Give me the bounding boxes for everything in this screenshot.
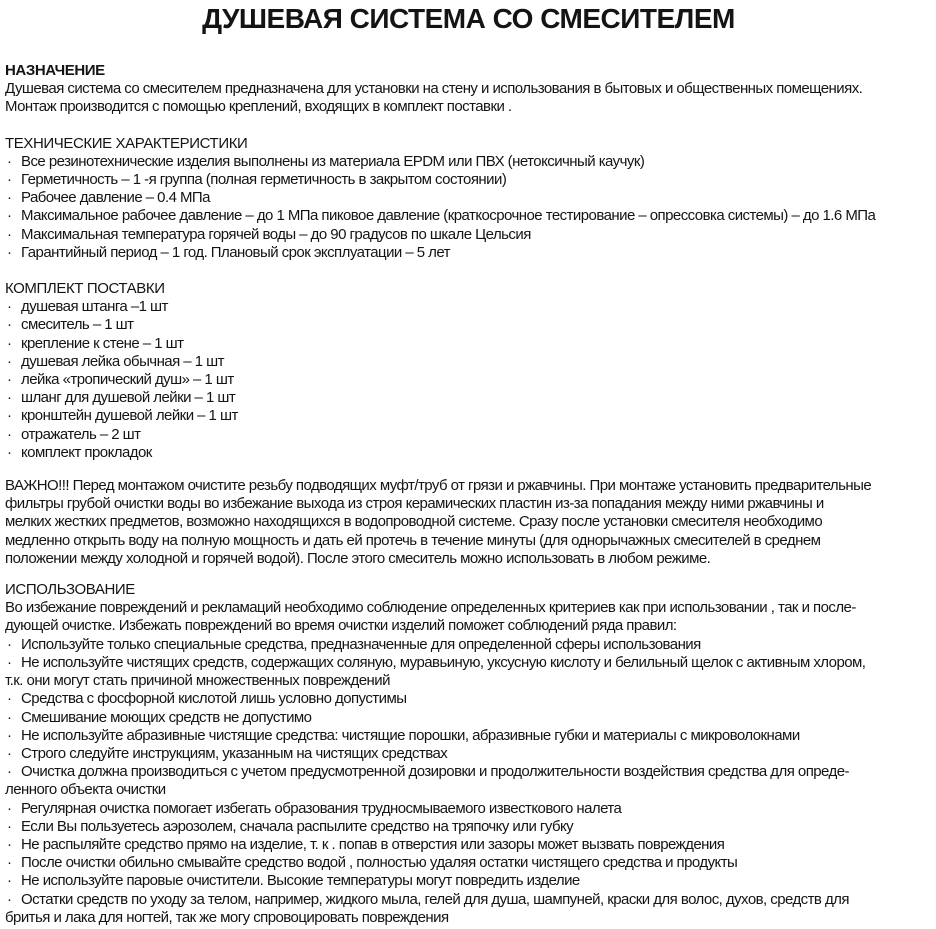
list-item	[5, 818, 932, 836]
section-heading-naznachenie: НАЗНАЧЕНИЕ	[5, 62, 105, 79]
list-item	[5, 636, 932, 654]
list-item	[5, 426, 932, 444]
list-item-text: смеситель – 1 шт	[21, 316, 134, 334]
bullet-icon: ·	[7, 207, 12, 225]
list-item-text: комплект прокладок	[21, 443, 152, 461]
bullet-icon: ·	[7, 407, 12, 425]
paragraph-line: мелких жестких предметов, возможно находящихся в водопроводной системе. Сразу после установки смесителя необходимо	[5, 513, 823, 531]
bullet-icon: ·	[7, 854, 12, 872]
bullet-icon: ·	[7, 726, 12, 744]
paragraph-line: фильтры грубой очистки воды во избежание выхода из строя керамических пластин из-за попадания между ними ржавчины и	[5, 495, 824, 513]
paragraph-line: Душевая система со смесителем предназначена для установки на стену и использования в бытовых и общественных помещениях.	[5, 80, 863, 98]
list-item	[5, 389, 932, 407]
list-item-text: Рабочее давление – 0.4 МПа	[21, 189, 210, 207]
list-item-text: кронштейн душевой лейки – 1 шт	[21, 407, 238, 425]
list-item	[5, 891, 932, 909]
list-item	[5, 353, 932, 371]
bullet-icon: ·	[7, 298, 12, 316]
list-item-text: Максимальная температура горячей воды – до 90 градусов по шкале Цельсия	[21, 225, 531, 243]
bullet-icon: ·	[7, 653, 12, 671]
list-item	[5, 316, 932, 334]
list-item-text: Строго следуйте инструкциям, указанным на чистящих средствах	[21, 744, 448, 762]
list-item-text: Если Вы пользуетесь аэрозолем, сначала распылите средство на тряпочку или губку	[21, 817, 574, 835]
list-item	[5, 407, 932, 425]
bullet-icon: ·	[7, 189, 12, 207]
paragraph-line: Во избежание повреждений и рекламаций необходимо соблюдение определенных критериев как при использовании , так и после-	[5, 599, 856, 617]
list-item	[5, 244, 932, 262]
list-item	[5, 171, 932, 189]
list-item-text: отражатель – 2 шт	[21, 425, 141, 443]
bullet-icon: ·	[7, 316, 12, 334]
list-item-text: лейка «тропический душ» – 1 шт	[21, 371, 234, 389]
list-item-text: Используйте только специальные средства, предназначенные для определенной сферы использования	[21, 635, 701, 653]
bullet-icon: ·	[7, 799, 12, 817]
paragraph-line: медленно открыть воду на полную мощность и дать ей протечь в течение минуты (для однорычажных смесителей в среднем	[5, 531, 821, 549]
bullet-icon: ·	[7, 890, 12, 908]
list-item-text: Очистка должна производиться с учетом предусмотренной дозировки и продолжительности воздействия средства для опреде-	[21, 763, 849, 781]
bullet-icon: ·	[7, 635, 12, 653]
list-item	[5, 298, 932, 316]
bullet-icon: ·	[7, 371, 12, 389]
document-title: ДУШЕВАЯ СИСТЕМА СО СМЕСИТЕЛЕМ	[202, 3, 735, 34]
list-item-text: шланг для душевой лейки – 1 шт	[21, 389, 236, 407]
list-item-text: Не используйте паровые очистители. Высокие температуры могут повредить изделие	[21, 872, 580, 890]
bullet-icon: ·	[7, 708, 12, 726]
list-item-continuation: бритья и лака для ногтей, так же могу спровоцировать повреждения	[5, 908, 449, 926]
paragraph-line: ВАЖНО!!! Перед монтажом очистите резьбу подводящих муфт/труб от грязи и ржавчины. При монтаже установить предварительные	[5, 477, 872, 495]
list-item	[5, 207, 932, 225]
section-tech-specs	[5, 135, 932, 262]
list-item-text: душевая лейка обычная – 1 шт	[21, 352, 224, 370]
list-item	[5, 709, 932, 727]
bullet-icon: ·	[7, 872, 12, 890]
list-item-text: После очистки обильно смывайте средство водой , полностью удаляя остатки чистящего средства и продукты	[21, 854, 738, 872]
list-item	[5, 745, 932, 763]
list-item	[5, 189, 932, 207]
list-item	[5, 690, 932, 708]
section-heading-komplekt: КОМПЛЕКТ ПОСТАВКИ	[5, 280, 165, 298]
bullet-icon: ·	[7, 225, 12, 243]
bullet-icon: ·	[7, 425, 12, 443]
document-sections	[5, 62, 932, 927]
section-heading-ispolzovanie: ИСПОЛЬЗОВАНИЕ	[5, 581, 135, 599]
list-item	[5, 763, 932, 781]
list-item	[5, 444, 932, 462]
list-item-text: Регулярная очистка помогает избегать образования трудносмываемого известкового налета	[21, 799, 622, 817]
list-item-text: Не распыляйте средство прямо на изделие, т. к . попав в отверстия или зазоры может вызвать повреждения	[21, 835, 725, 853]
paragraph-line: дующей очистке. Избежать повреждений во время очистки изделий поможет соблюдений ряда правил:	[5, 617, 677, 635]
section-ispolzovanie	[5, 581, 932, 927]
list-item	[5, 153, 932, 171]
list-item-continuation: ленного объекта очистки	[5, 781, 166, 799]
list-item	[5, 854, 932, 872]
paragraph-line: положении между холодной и горячей водой). После этого смеситель можно использовать в любом режиме.	[5, 549, 711, 567]
list-item	[5, 727, 932, 745]
section-vazhno	[5, 477, 932, 568]
list-item	[5, 836, 932, 854]
list-item-text: Гарантийный период – 1 год. Плановый срок эксплуатации – 5 лет	[21, 243, 450, 261]
bullet-icon: ·	[7, 171, 12, 189]
list-item	[5, 872, 932, 890]
bullet-icon: ·	[7, 334, 12, 352]
section-heading-tech-specs: ТЕХНИЧЕСКИЕ ХАРАКТЕРИСТИКИ	[5, 134, 248, 152]
bullet-icon: ·	[7, 152, 12, 170]
list-item-text: Максимальное рабочее давление – до 1 МПа пиковое давление (краткосрочное тестирование – опрессовка системы) – до 1.6 МПа	[21, 207, 876, 225]
list-item-text: Остатки средств по уходу за телом, например, жидкого мыла, гелей для душа, шампуней, краски для волос, духов, средств для	[21, 890, 849, 908]
list-item-text: Все резинотехнические изделия выполнены из материала EPDM или ПВХ (нетоксичный каучук)	[21, 152, 645, 170]
bullet-icon: ·	[7, 352, 12, 370]
bullet-icon: ·	[7, 835, 12, 853]
list-item-text: Герметичность – 1 -я группа (полная герметичность в закрытом состоянии)	[21, 171, 507, 189]
list-item-text: крепление к стене – 1 шт	[21, 334, 184, 352]
list-item	[5, 800, 932, 818]
bullet-icon: ·	[7, 817, 12, 835]
section-komplekt	[5, 280, 932, 462]
list-item-text: Не используйте абразивные чистящие средства: чистящие порошки, абразивные губки и материалы с микроволокнами	[21, 726, 800, 744]
bullet-icon: ·	[7, 690, 12, 708]
bullet-icon: ·	[7, 243, 12, 261]
list-item-text: Не используйте чистящих средств, содержащих соляную, муравьиную, уксусную кислоту и белильный щелок с активным хлором,	[21, 653, 866, 671]
list-item-continuation: т.к. они могут стать причиной множественных повреждений	[5, 672, 390, 690]
bullet-icon: ·	[7, 389, 12, 407]
paragraph-line: Монтаж производится с помощью креплений, входящих в комплект поставки .	[5, 98, 512, 116]
list-item	[5, 371, 932, 389]
list-item-text: Средства с фосфорной кислотой лишь условно допустимы	[21, 690, 407, 708]
list-item	[5, 335, 932, 353]
section-naznachenie	[5, 62, 932, 117]
bullet-icon: ·	[7, 443, 12, 461]
bullet-icon: ·	[7, 763, 12, 781]
list-item-text: душевая штанга –1 шт	[21, 298, 168, 316]
list-item	[5, 654, 932, 672]
list-item-text: Смешивание моющих средств не допустимо	[21, 708, 312, 726]
list-item	[5, 226, 932, 244]
bullet-icon: ·	[7, 744, 12, 762]
